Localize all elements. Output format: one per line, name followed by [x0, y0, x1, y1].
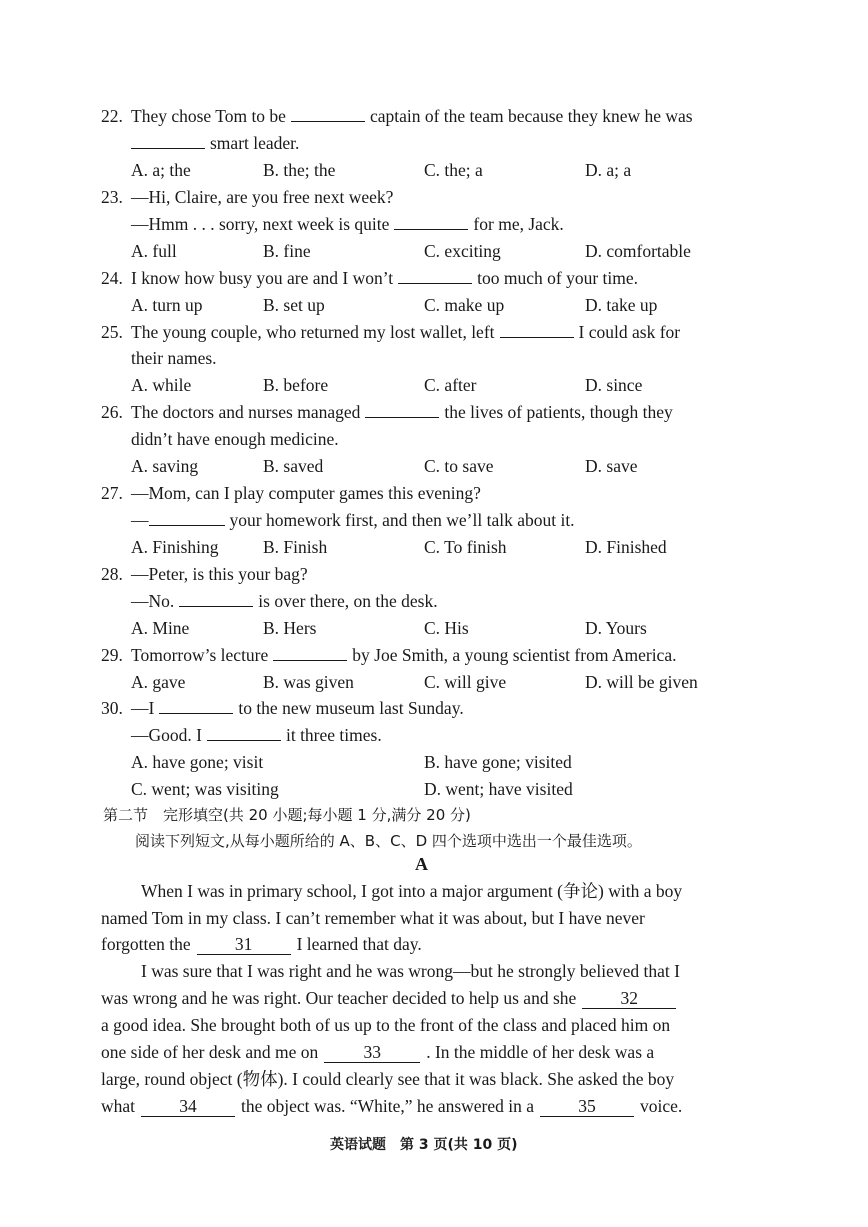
question-stem	[131, 267, 638, 289]
passage-text: large, round object (物体). I could clearly see that it was black. She asked the boy	[101, 1069, 675, 1089]
option-c[interactable]: C. To finish	[424, 537, 507, 557]
stem-text: your homework first, and then we’ll talk about it.	[229, 510, 575, 530]
option-c[interactable]: C. His	[424, 618, 469, 638]
option-a[interactable]: A. turn up	[131, 295, 203, 315]
stem-text: The doctors and nurses managed	[131, 402, 361, 422]
option-a[interactable]: A. gave	[131, 672, 186, 692]
option-d[interactable]: D. since	[585, 375, 643, 395]
stem-text: —	[131, 510, 149, 530]
stem-text: I could ask for	[578, 322, 681, 342]
stem-text: Tomorrow’s lecture	[131, 645, 269, 665]
option-c[interactable]: C. the; a	[424, 160, 483, 180]
passage-text: I was sure that I was right and he was wrong—but he strongly believed that I	[141, 961, 680, 981]
passage-text-run: one side of her desk and me on	[101, 1042, 319, 1062]
passage-text-run: was wrong and he was right. Our teacher decided to help us and she	[101, 988, 577, 1008]
stem-text: I know how busy you are and I won’t	[131, 268, 394, 288]
option-c[interactable]: C. will give	[424, 672, 507, 692]
page-footer: 英语试题 第 3 页(共 10 页)	[330, 1137, 518, 1153]
question-number: 25.	[101, 322, 123, 342]
section-instruction: 阅读下列短文,从每小题所给的 A、B、C、D 四个选项中选出一个最佳选项。	[135, 832, 642, 850]
option-c[interactable]: C. after	[424, 375, 477, 395]
stem-text: for me, Jack.	[473, 214, 564, 234]
question-stem	[131, 724, 382, 746]
question-stem	[131, 509, 575, 531]
passage-text-run: voice.	[640, 1096, 683, 1116]
option-b[interactable]: B. Finish	[263, 537, 328, 557]
answer-blank[interactable]	[500, 321, 574, 338]
question-number: 27.	[101, 483, 123, 503]
answer-blank[interactable]	[159, 697, 233, 714]
question-number: 30.	[101, 698, 123, 718]
answer-blank[interactable]	[179, 590, 253, 607]
stem-text: The young couple, who returned my lost wallet, left	[131, 322, 495, 342]
option-d[interactable]: D. Yours	[585, 618, 647, 638]
option-a[interactable]: A. Mine	[131, 618, 190, 638]
passage-text: a good idea. She brought both of us up to the front of the class and placed him on	[101, 1015, 671, 1035]
answer-blank[interactable]	[365, 401, 439, 418]
question-number: 29.	[101, 645, 123, 665]
stem-text: —Hmm . . . sorry, next week is quite	[131, 214, 390, 234]
answer-blank[interactable]	[273, 644, 347, 661]
option-c[interactable]: C. went; was visiting	[131, 779, 279, 799]
stem-text: —I	[131, 698, 155, 718]
option-a[interactable]: A. saving	[131, 456, 199, 476]
question-number: 28.	[101, 564, 123, 584]
option-b[interactable]: B. set up	[263, 295, 325, 315]
passage-text	[101, 987, 682, 1009]
question-stem	[131, 697, 464, 719]
question-stem	[131, 321, 680, 343]
option-b[interactable]: B. saved	[263, 456, 324, 476]
question-stem: —Mom, can I play computer games this evening?	[131, 483, 481, 503]
stem-text: is over there, on the desk.	[258, 591, 438, 611]
stem-text: —Good. I	[131, 725, 202, 745]
option-d[interactable]: D. Finished	[585, 537, 667, 557]
question-stem: their names.	[131, 348, 217, 368]
cloze-blank-33[interactable]: 33	[324, 1042, 420, 1063]
passage-text-run: I learned that day.	[296, 934, 422, 954]
passage-text	[101, 933, 422, 955]
stem-text: —No.	[131, 591, 175, 611]
option-c[interactable]: C. to save	[424, 456, 494, 476]
passage-text-run: forgotten the	[101, 934, 191, 954]
cloze-blank-34[interactable]: 34	[141, 1096, 235, 1117]
question-number: 22.	[101, 106, 123, 126]
question-stem: —Peter, is this your bag?	[131, 564, 308, 584]
option-d[interactable]: D. went; have visited	[424, 779, 573, 799]
option-c[interactable]: C. make up	[424, 295, 505, 315]
question-number: 26.	[101, 402, 123, 422]
stem-text: to the new museum last Sunday.	[238, 698, 464, 718]
answer-blank[interactable]	[291, 105, 365, 122]
passage-text-run: When I was in primary school, I got into a major argument (争论) with a boy	[141, 881, 683, 901]
stem-text: They chose Tom to be	[131, 106, 286, 126]
question-stem: —Hi, Claire, are you free next week?	[131, 187, 394, 207]
answer-blank[interactable]	[131, 132, 205, 149]
answer-blank[interactable]	[398, 267, 472, 284]
question-stem	[131, 105, 693, 127]
passage-text	[141, 880, 682, 902]
question-number: 23.	[101, 187, 123, 207]
option-d[interactable]: D. a; a	[585, 160, 632, 180]
option-d[interactable]: D. comfortable	[585, 241, 691, 261]
passage-text-run: what	[101, 1096, 136, 1116]
option-b[interactable]: B. the; the	[263, 160, 336, 180]
cloze-blank-32[interactable]: 32	[582, 988, 676, 1009]
cloze-blank-31[interactable]: 31	[197, 934, 291, 955]
option-b[interactable]: B. Hers	[263, 618, 317, 638]
question-stem	[131, 401, 673, 423]
stem-text: too much of your time.	[477, 268, 639, 288]
question-stem: didn’t have enough medicine.	[131, 429, 339, 449]
option-b[interactable]: B. have gone; visited	[424, 752, 572, 772]
cloze-blank-35[interactable]: 35	[540, 1096, 634, 1117]
answer-blank[interactable]	[394, 213, 468, 230]
option-a[interactable]: A. have gone; visit	[131, 752, 264, 772]
stem-text: smart leader.	[210, 133, 300, 153]
option-a[interactable]: A. full	[131, 241, 177, 261]
option-a[interactable]: A. a; the	[131, 160, 191, 180]
answer-blank[interactable]	[149, 509, 225, 526]
question-stem	[131, 590, 438, 612]
answer-blank[interactable]	[207, 724, 281, 741]
question-stem	[131, 644, 676, 666]
option-b[interactable]: B. before	[263, 375, 329, 395]
option-b[interactable]: B. fine	[263, 241, 311, 261]
passage-text: named Tom in my class. I can’t remember what it was about, but I have never	[101, 908, 645, 928]
option-d[interactable]: D. take up	[585, 295, 658, 315]
option-c[interactable]: C. exciting	[424, 241, 501, 261]
passage-text	[101, 1095, 682, 1117]
question-stem	[131, 213, 564, 235]
stem-text: it three times.	[285, 725, 382, 745]
option-a[interactable]: A. while	[131, 375, 192, 395]
passage-title: A	[415, 854, 428, 874]
passage-text-run: the object was. “White,” he answered in a	[241, 1096, 535, 1116]
question-stem	[131, 132, 299, 154]
stem-text: by Joe Smith, a young scientist from America.	[352, 645, 677, 665]
option-b[interactable]: B. was given	[263, 672, 354, 692]
section-heading: 第二节 完形填空(共 20 小题;每小题 1 分,满分 20 分)	[103, 806, 471, 824]
option-a[interactable]: A. Finishing	[131, 537, 219, 557]
passage-text	[101, 1041, 654, 1063]
stem-text: captain of the team because they knew he was	[369, 106, 693, 126]
question-number: 24.	[101, 268, 123, 288]
passage-text-run: . In the middle of her desk was a	[426, 1042, 655, 1062]
option-d[interactable]: D. save	[585, 456, 638, 476]
stem-text: the lives of patients, though they	[444, 402, 673, 422]
option-d[interactable]: D. will be given	[585, 672, 698, 692]
